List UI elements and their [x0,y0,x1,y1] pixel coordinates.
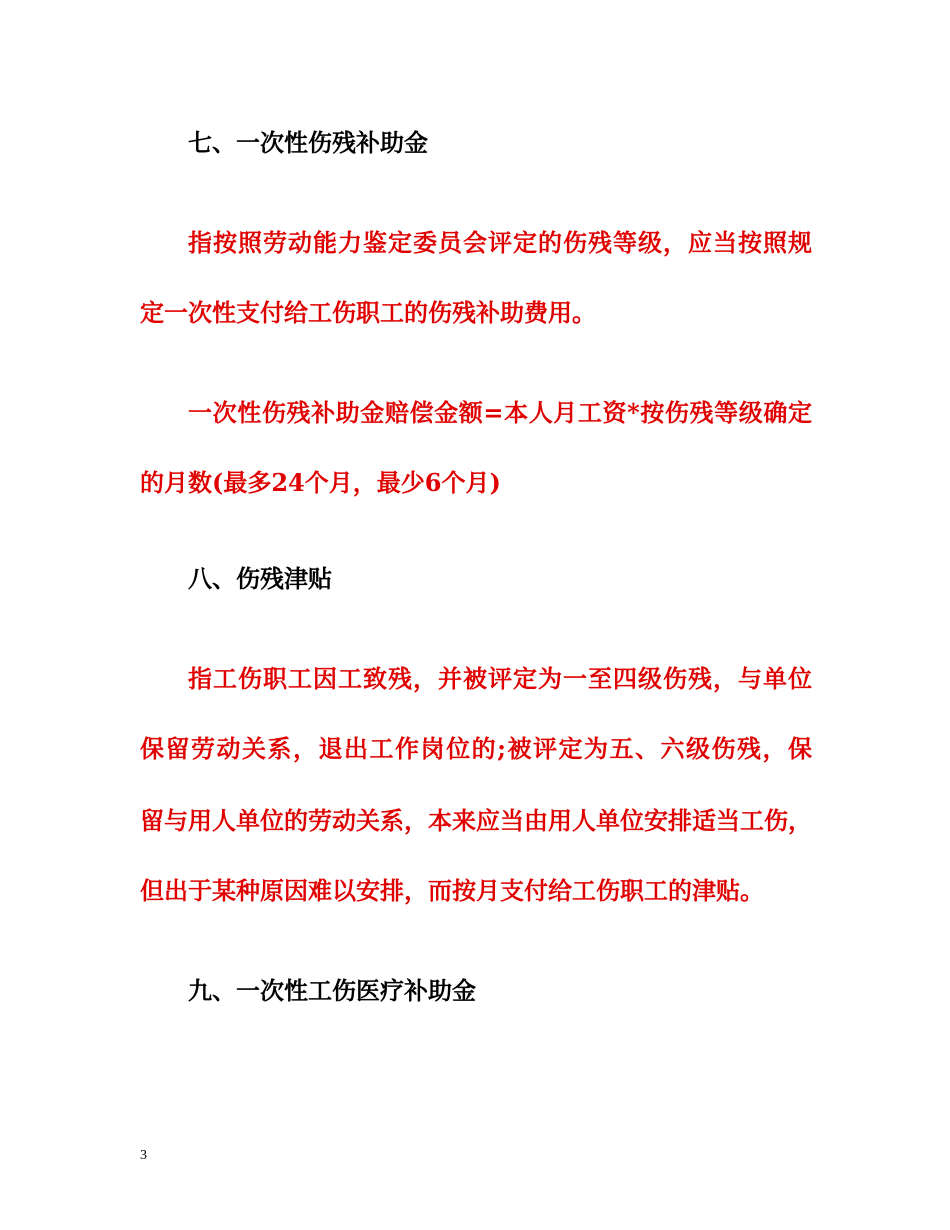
section-heading-9: 九、一次性工伤医疗补助金 [188,976,476,1005]
section-heading-8: 八、伤残津贴 [188,564,332,593]
paragraph-line: 定一次性支付给工伤职工的伤残补助费用。 [140,298,596,327]
paragraph-line: 保留劳动关系，退出工作岗位的;被评定为五、六级伤残，保 [140,734,812,763]
page-number: 3 [140,1148,147,1163]
paragraph-line: 指工伤职工因工致残，并被评定为一至四级伤残，与单位 [188,664,812,693]
paragraph-line: 指按照劳动能力鉴定委员会评定的伤残等级，应当按照规 [188,228,812,257]
paragraph-line: 留与用人单位的劳动关系，本来应当由用人单位安排适当工伤， [140,806,812,835]
paragraph-line: 一次性伤残补助金赔偿金额=本人月工资*按伤残等级确定 [188,398,812,427]
paragraph-line: 的月数(最多24个月，最少6个月) [140,468,501,497]
paragraph-line: 但出于某种原因难以安排，而按月支付给工伤职工的津贴。 [140,876,764,905]
section-heading-7: 七、一次性伤残补助金 [188,128,428,157]
